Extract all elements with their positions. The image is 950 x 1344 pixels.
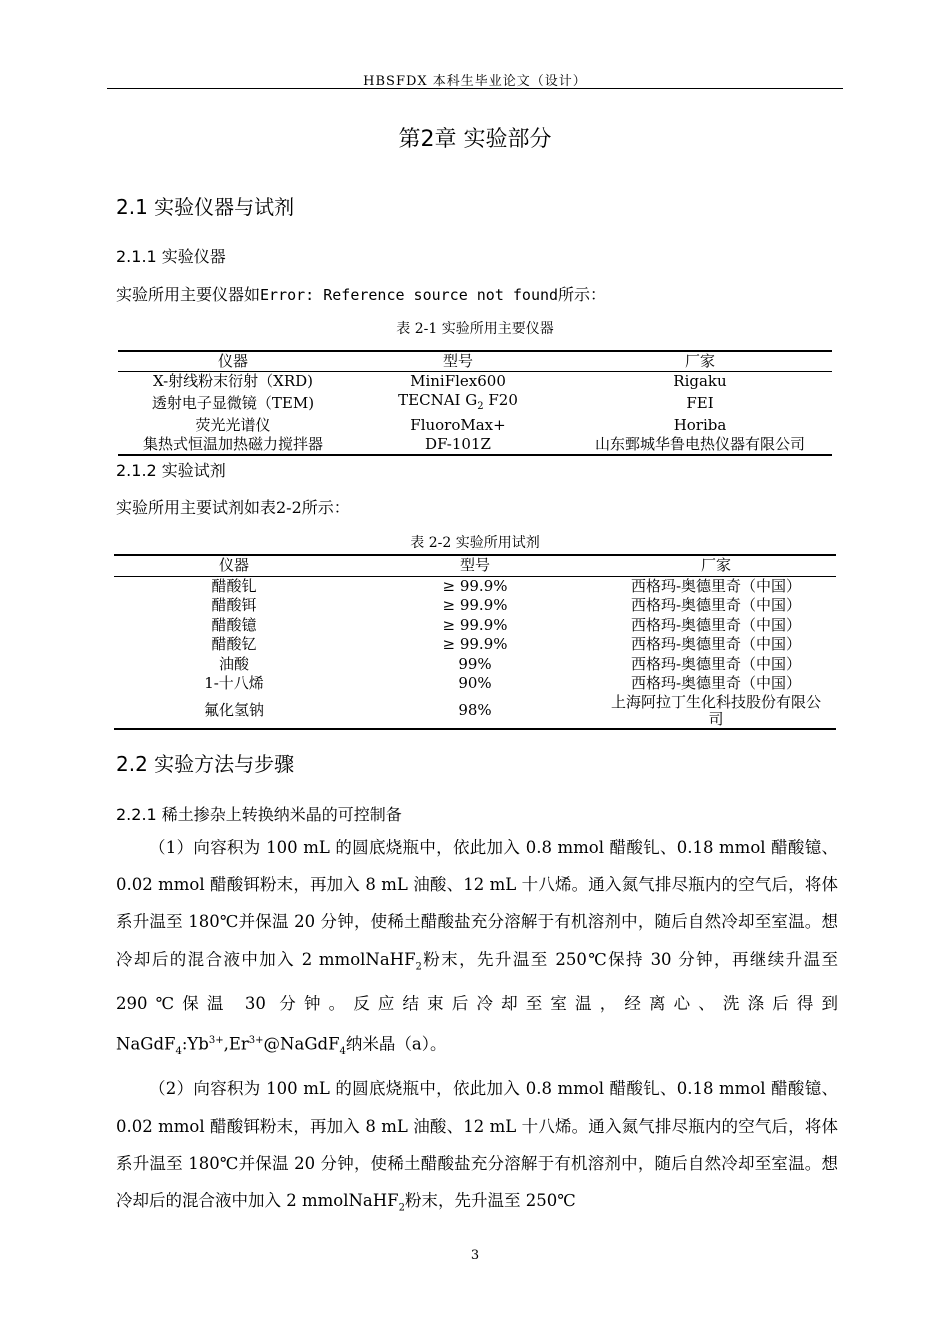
table-cell: 西格玛-奥德里奇（中国） xyxy=(630,596,802,614)
section-heading-2-1: 2.1 实验仪器与试剂 xyxy=(116,195,295,219)
table-cell: 西格玛-奥德里奇（中国） xyxy=(630,615,802,634)
table-cell: 氟化氢钠 xyxy=(203,700,264,719)
table-row xyxy=(118,372,832,392)
table-cell: 醋酸铒 xyxy=(211,596,257,614)
tem-model-suffix: F20 xyxy=(483,391,518,409)
procedure-body xyxy=(116,829,838,1226)
instruments-table xyxy=(118,350,832,456)
subsection-heading-2-1-2: 2.1.2 实验试剂 xyxy=(116,461,226,480)
table-cell: 醋酸钆 xyxy=(211,576,257,595)
table-cell: FEI xyxy=(686,394,714,412)
table-cell: 山东鄄城华鲁电热仪器有限公司 xyxy=(594,435,805,453)
table-row xyxy=(118,435,832,455)
table-cell: ≥ 99.9% xyxy=(442,635,508,653)
table-cell: ≥ 99.9% xyxy=(442,596,508,614)
p1-subscript: 2 xyxy=(415,960,422,972)
table-cell: 西格玛-奥德里奇（中国） xyxy=(630,654,802,673)
table-cell: 透射电子显微镜（TEM) xyxy=(151,394,315,412)
table-cell xyxy=(348,391,568,416)
column-header: 仪器 xyxy=(114,555,354,576)
procedure-paragraph-2 xyxy=(116,1070,838,1226)
table-cell: 醋酸镱 xyxy=(211,615,257,634)
intro-prefix: 实验所用主要仪器如 xyxy=(116,285,261,304)
table-cell: 西格玛-奥德里奇（中国） xyxy=(630,576,802,595)
p1-subscript: 4 xyxy=(339,1046,346,1058)
table-cell: X-射线粉末衍射（XRD) xyxy=(152,372,314,390)
page-header: HBSFDX 本科生毕业论文（设计） xyxy=(363,74,587,89)
reagents-intro: 实验所用主要试剂如表2-2所示： xyxy=(116,498,350,517)
column-header: 型号 xyxy=(348,351,568,372)
intro-suffix: 所示： xyxy=(558,285,607,304)
header-rule xyxy=(107,88,843,89)
table-cell: MiniFlex600 xyxy=(410,372,506,390)
page-number: 3 xyxy=(470,1248,480,1263)
p1-formula-shell: @NaGdF xyxy=(263,1034,340,1054)
table-row xyxy=(114,694,836,729)
table-cell: 90% xyxy=(458,674,492,692)
table-header-row xyxy=(114,555,836,576)
table-cell: 上海阿拉丁生化科技股份有限公司 xyxy=(610,692,821,728)
reagents-table xyxy=(114,554,836,730)
table-cell: DF-101Z xyxy=(425,435,491,453)
p1-formula-yb: :Yb xyxy=(181,1034,209,1054)
column-header: 厂家 xyxy=(596,555,836,576)
table-cell: 荧光光谱仪 xyxy=(195,416,271,434)
table-row xyxy=(118,391,832,416)
p1-text-end: 纳米晶（a）。 xyxy=(345,1034,447,1054)
p2-subscript: 2 xyxy=(398,1202,405,1214)
table-cell: Rigaku xyxy=(673,372,727,390)
p1-superscript: 3+ xyxy=(248,1035,264,1047)
tem-model-name: TECNAI G xyxy=(398,391,478,409)
section-heading-2-2: 2.2 实验方法与步骤 xyxy=(116,752,295,776)
table-row xyxy=(114,635,836,655)
subsection-heading-2-2-1: 2.2.1 稀土掺杂上转换纳米晶的可控制备 xyxy=(116,805,402,824)
column-header: 厂家 xyxy=(568,351,832,372)
chapter-title: 第2章 实验部分 xyxy=(398,127,552,152)
table-row xyxy=(114,655,836,675)
table-row xyxy=(114,616,836,636)
table-2-1-caption: 表 2-1 实验所用主要仪器 xyxy=(396,321,554,337)
table-cell: 98% xyxy=(458,700,492,719)
tem-model-subscript: 2 xyxy=(477,401,484,412)
table-row xyxy=(114,674,836,694)
table-cell: Horiba xyxy=(673,416,727,434)
table-cell: ≥ 99.9% xyxy=(442,576,508,595)
table-cell: 99% xyxy=(458,654,492,673)
table-cell: 油酸 xyxy=(218,654,249,673)
p1-formula-er: ,Er xyxy=(223,1034,249,1054)
table-header-row xyxy=(118,351,832,372)
p2-text-end: 粉末，先升温至 250℃ xyxy=(404,1190,576,1210)
table-cell: 醋酸钇 xyxy=(211,635,257,653)
table-cell: ≥ 99.9% xyxy=(442,615,508,634)
table-row xyxy=(114,576,836,596)
table-cell: 集热式恒温加热磁力搅拌器 xyxy=(142,435,323,453)
subsection-heading-2-1-1: 2.1.1 实验仪器 xyxy=(116,247,226,266)
instruments-intro xyxy=(116,282,606,305)
p1-text-cont: 粉末，先升温至 250℃保持 30 分钟，再继续升温至 290℃保温 30 分钟。反应结束后冷却至室温，经离心、洗涤后得到 NaGdF xyxy=(116,949,838,1054)
table-cell: FluoroMax+ xyxy=(410,416,506,434)
p2-text: （2）向容积为 100 mL 的圆底烧瓶中，依此加入 0.8 mmol 醋酸钆、0.18 mmol 醋酸镱、0.02 mmol 醋酸铒粉末，再加入 8 mL 油酸、12 mL 十八烯。通入氮气排尽瓶内的空气后，将体系升温至 180℃并保温 20 分钟，使稀土醋酸盐充分溶解于有机溶剂中，随后自然冷却至室温。想冷却后的混合液中加入 2 mmolNaHF xyxy=(116,1079,838,1210)
table-row xyxy=(114,596,836,616)
p1-text: （1）向容积为 100 mL 的圆底烧瓶中，依此加入 0.8 mmol 醋酸钆、0.18 mmol 醋酸镱、0.02 mmol 醋酸铒粉末，再加入 8 mL 油酸、12 mL 十八烯。通入氮气排尽瓶内的空气后，将体系升温至 180℃并保温 20 分钟，使稀土醋酸盐充分溶解于有机溶剂中，随后自然冷却至室温。想冷却后的混合液中加入 2 mmolNaHF xyxy=(116,838,838,969)
procedure-paragraph-1 xyxy=(116,829,838,1070)
table-2-2-caption: 表 2-2 实验所用试剂 xyxy=(410,535,540,551)
column-header: 型号 xyxy=(354,555,596,576)
table-cell: 西格玛-奥德里奇（中国） xyxy=(630,674,802,692)
p1-subscript: 4 xyxy=(175,1046,182,1058)
table-row xyxy=(118,416,832,435)
table-cell: 1-十八烯 xyxy=(204,674,264,692)
p1-superscript: 3+ xyxy=(208,1035,224,1047)
column-header: 仪器 xyxy=(118,351,348,372)
table-cell: 西格玛-奥德里奇（中国） xyxy=(630,635,802,653)
reference-error-text: Error: Reference source not found xyxy=(260,286,559,304)
